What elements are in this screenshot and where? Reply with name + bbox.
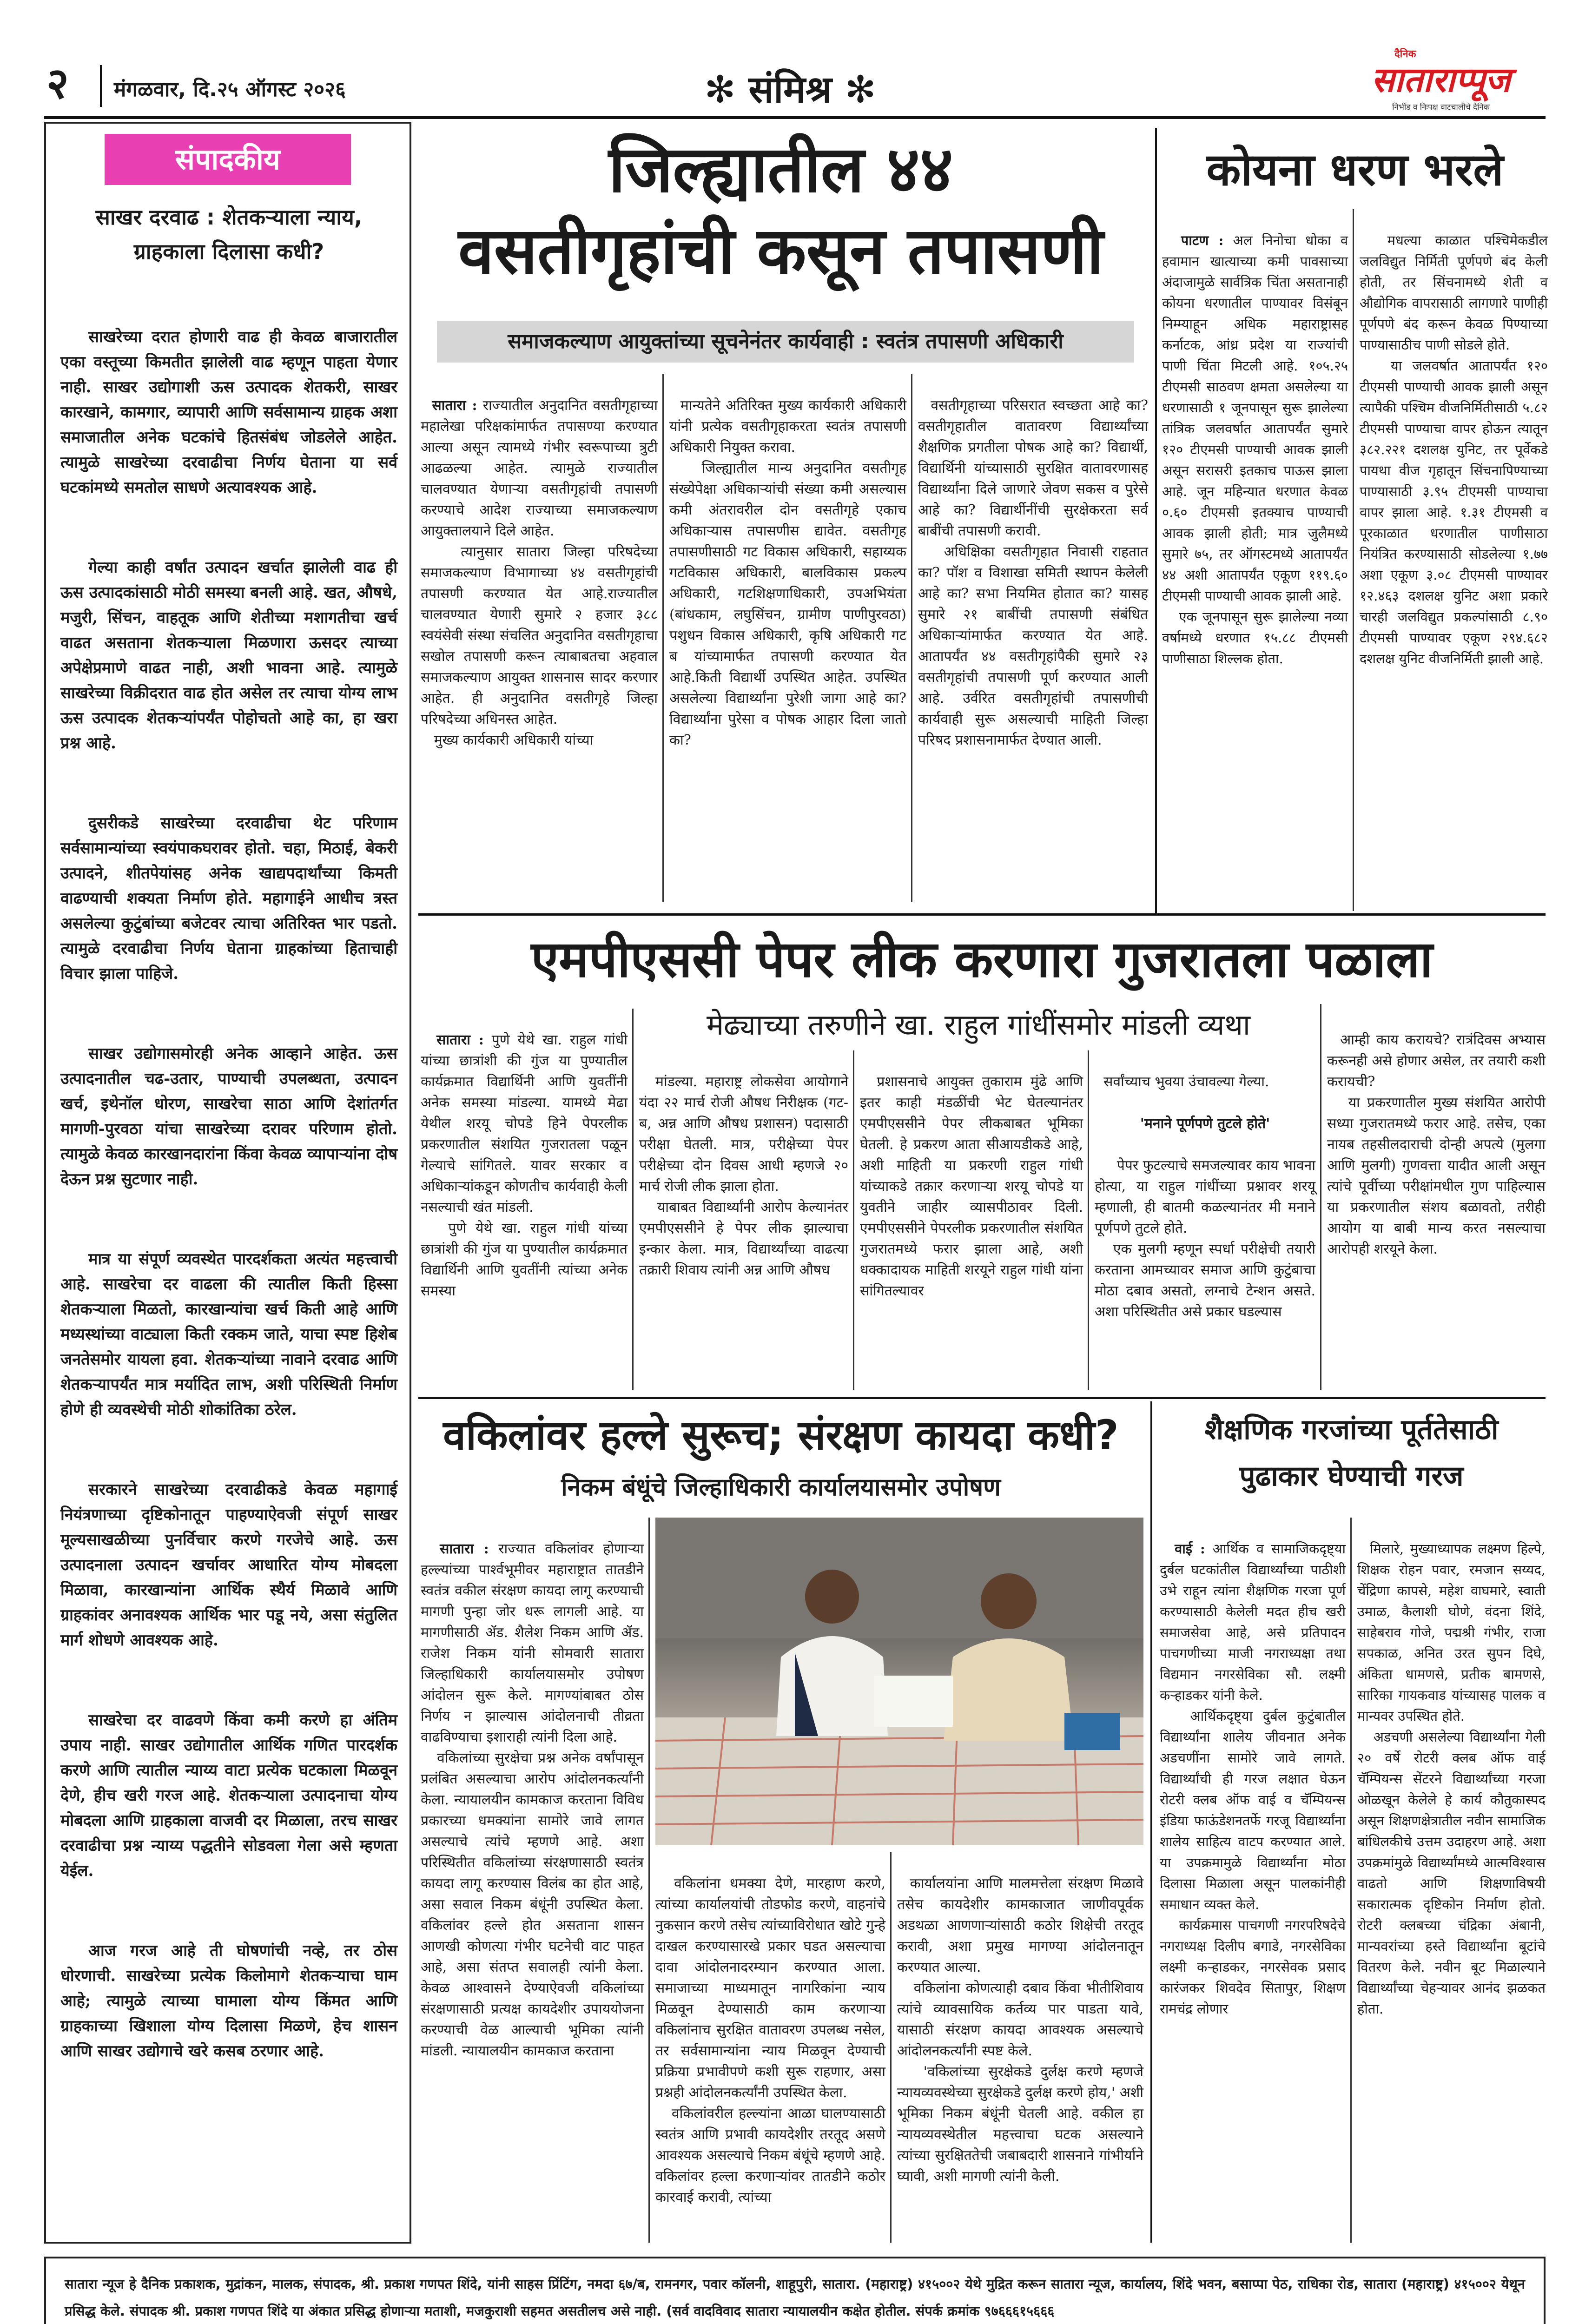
education-divider bbox=[1150, 1401, 1152, 2243]
lawyers-col-rule-1 bbox=[648, 1518, 650, 2243]
lawyers-protest-photo bbox=[655, 1518, 1143, 1845]
hostel-col-3 bbox=[918, 374, 1148, 902]
koyna-headline: कोयना धरण भरले bbox=[1206, 144, 1504, 196]
hostel-col-rule-1 bbox=[662, 374, 664, 902]
hostel-col-1 bbox=[421, 374, 658, 902]
mpsc-col-rule-3 bbox=[1088, 1050, 1089, 1390]
mpsc-headline: एमपीएससी पेपर लीक करणारा गुजरातला पळाला bbox=[531, 931, 1433, 989]
mpsc-text-3: प्रशासनाचे आयुक्त तुकाराम मुंढे आणि इतर काही मंडळींची भेट घेतल्यानंतर एमपीएससीने पेपर लीकबाबत भूमिका घेतली. हे प्रकरण आता सीआयडीकडे आहे, अशी माहिती या प्रकरणी राहुल गांधी यांच्याकडे तक्रार करणाऱ्या शरयू चोपडे या युवतीने जाहीर व्यासपीठावर दिली. एमपीएससीने पेपरलीक प्रकरणातील संशयित गुजरातमध्ये फरार झाला आहे, अशी धक्कादायक माहिती शरयूने राहुल गांधी यांना सांगितल्यावर bbox=[860, 1074, 1088, 1299]
lawyers-text-3: कार्यालयांना आणि मालमत्तेला संरक्षण मिळावे तसेच कायदेशीर कामकाजात जाणीवपूर्वक अडथळा आणणाऱ्यांसाठी कठोर शिक्षेची तरतूद करावी, अशा प्रमुख मागण्या आंदोलनातून करण्यात आल्या. वकिलांना कोणत्याही दबाव किंवा भीतीशिवाय त्यांचे व्यावसायिक कर्तव्य पार पाडता यावे, यासाठी संरक्षण कायदा आवश्यक असल्याचे आंदोलनकर्त्यांनी स्पष्ट केले. 'वकिलांच्या सुरक्षेकडे दुर्लक्ष करणे म्हणजे न्यायव्यवस्थेच्या सुरक्षेकडे दुर्लक्ष करणे होय,' अशी भूमिका निकम बंधूंनी घेतली आहे. वकील हा न्यायव्यवस्थेतील महत्त्वाचा घटक असल्याने त्यांच्या सुरक्षिततेची जबाबदारी शासनाने गांभीर्याने घ्यावी, अशी मागणी त्यांनी केली. bbox=[897, 1875, 1144, 2185]
editorial-para-1: साखरेच्या दरात होणारी वाढ ही केवळ बाजारातील एका वस्तूच्या किमतीत झालेली वाढ म्हणून पाहता येणार नाही. साखर उद्योगाशी ऊस उत्पादक शेतकरी, साखर कारखाने, कामगार, व्यापारी आणि सर्वसामान्य ग्राहक अशा समाजातील अनेक घटकांचे हितसंबंध जोडलेले आहेत. त्यामुळे साखरेच्या दरवाढीचा निर्णय घेताना या सर्व घटकांमध्ये समतोल साधणे अत्यावश्यक आहे. bbox=[60, 328, 403, 497]
lawyers-headline: वकिलांवर हल्ले सुरूच; संरक्षण कायदा कधी? bbox=[443, 1411, 1119, 1459]
editorial-body bbox=[60, 274, 403, 2226]
hostel-col-rule-2 bbox=[911, 374, 912, 902]
hostel-subhead-text: समाजकल्याण आयुक्तांच्या सूचनेनंतर कार्यवाही : स्वतंत्र तपासणी अधिकारी bbox=[508, 330, 1064, 353]
education-text-2: मिलारे, मुख्याध्यापक लक्ष्मण हिल्पे, शिक्षक रोहन पवार, रमजान सय्यद, चेंद्रिणा कापसे, महेश वाघमारे, स्वाती उमाळ, कैलाशी घोणे, वंदना शिंदे, साहेबराव गोजे, पद्मश्री गंभीर, राजा सपकाळ, अनित उरत सुपन दिघे, अंकिता धामणसे, प्रतीक बामणसे, सारिका गायकवाड यांच्यासह पालक व मान्यवर उपस्थित होते. अडचणी असलेल्या विद्यार्थ्यांना गेली २० वर्षे रोटरी क्लब ऑफ वाई चॅम्पियन्स सेंटरने विद्यार्थ्यांच्या गरजा ओळखून केलेले हे कार्य कौतुकास्पद असून शिक्षणक्षेत्रातील नवीन सामाजिक बांधिलकीचे उत्तम उदाहरण आहे. अशा उपक्रमांमुळे विद्यार्थ्यांमध्ये आत्मविश्वास वाढतो आणि शिक्षणाविषयी सकारात्मक दृष्टिकोन निर्माण होतो. रोटरी क्लबच्या चंद्रिका अंबानी, मान्यवरांच्या हस्ते विद्यार्थ्यांना बूटांचे वितरण केले. नवीन बूट मिळाल्याने विद्यार्थ्यांच्या चेहऱ्यावर आनंद झळकत होता. bbox=[1357, 1541, 1546, 2017]
logo-wordmark: साताराप्पूज bbox=[1371, 60, 1511, 100]
education-headline-line-2: पुढाकार घेण्याची गरज bbox=[1239, 1460, 1464, 1492]
koyna-text-2: मधल्या काळात पश्चिमेकडील जलविद्युत निर्मिती पूर्णपणे बंद केली होती, तर सिंचनामध्ये शेती व औद्योगिक वापरासाठी लागणारे पाणीही पूर्णपणे बंद करून केवळ पिण्याच्या पाण्यासाठीच पाणी सोडले होते. या जलवर्षात आतापर्यंत १२० टीएमसी पाण्याची आवक झाली असून त्यापैकी पश्चिम वीजनिर्मितीसाठी ५.८२ टीएमसी पाण्याचा वापर होऊन त्यातून ३८२.२२१ दशलक्ष युनिट, तर पूर्वेकडे पायथा वीज गृहातून सिंचनापिण्याच्या पाण्यासाठी ३.९५ टीएमसी पाण्याचा वापर झाला आहे. १.३१ टीएमसी व पूरकाळात धरणातील पाणीसाठा नियंत्रित करण्यासाठी सोडलेल्या १.७७ अशा एकूण ३.०८ टीएमसी पाण्यावर १२.४६३ दशलक्ष युनिट अशा प्रकारे चारही जलविद्युत प्रकल्पांसाठी ८.९० टीएमसी पाण्यावर एकूण २९४.६८२ दशलक्ष युनिट वीजनिर्मिती झाली आहे. bbox=[1360, 232, 1548, 667]
mpsc-text-1: पुणे येथे खा. राहुल गांधी यांच्या छात्रांशी की गुंज या पुण्यातील कार्यक्रमात विद्यार्थिनी आणि युवतींनी अनेक समस्या मांडल्या. यामध्ये मेढा येथील शरयू चोपडे हिने पेपरलीक प्रकरणातील संशयित गुजरातला पळून गेल्याचे सांगितले. यावर सरकार व अधिकाऱ्यांकडून कोणतीच कार्यवाही केली नसल्याची खंत मांडली. पुणे येथे खा. राहुल गांधी यांच्या छात्रांशी की गुंज या पुण्यातील कार्यक्रमात विद्यार्थिनी आणि युवतींनी त्यांच्या अनेक समस्या bbox=[421, 1032, 628, 1299]
editorial-para-4: साखर उद्योगासमोरही अनेक आव्हाने आहेत. ऊस उत्पादनातील चढ-उतार, पाण्याची उपलब्धता, उत्पादन खर्च, इथेनॉल धोरण, साखरेचा साठा आणि देशांतर्गत मागणी-पुरवठा यांचा साखरेच्या दरावर परिणाम होतो. त्यामुळे केवळ कारखानदारांना किंवा केवळ व्यापाऱ्यांना दोष देऊन प्रश्न सुटणार नाही. bbox=[60, 1044, 403, 1188]
education-col-2 bbox=[1357, 1518, 1546, 2243]
education-dateline: वाई : bbox=[1175, 1541, 1205, 1557]
logo-small-text: दैनिक bbox=[1394, 48, 1416, 60]
mpsc-text-5: आम्ही काय करायचे? रात्रंदिवस अभ्यास करूनही असे होणार असेल, तर तयारी कशी करायची? या प्रकरणातील मुख्य संशयित आरोपी सध्या गुजरातमध्ये फरार आहे. तसेच, एका नायब तहसीलदाराची दोन्ही अपत्ये (मुलगा आणि मुलगी) गुणवत्ता यादीत आली असून त्यांचे पूर्वीच्या परीक्षांमधील गुण पाहिल्यास या प्रकरणातील संशय बळावतो, तरीही आयोग या बाबी मान्य करत नसल्याचा आरोपही शरयूने केला. bbox=[1327, 1032, 1546, 1257]
mpsc-subhead: मेढ्याच्या तरुणीने खा. राहुल गांधींसमोर मांडली व्यथा bbox=[706, 1008, 1250, 1042]
lawyers-top-rule bbox=[418, 1397, 1546, 1399]
education-col-1 bbox=[1160, 1518, 1346, 2243]
koyna-text-1: अल निनोचा धोका व हवामान खात्याच्या कमी पावसाच्या अंदाजामुळे सार्वत्रिक चिंता असतानाही कोयना धरणातील पाण्यावर विसंबून निम्म्याहून अधिक महाराष्ट्रासह कर्नाटक, आंध्र प्रदेश या राज्यांची पाणी चिंता मिटली आहे. १०५.२५ टीएमसी साठवण क्षमता असलेल्या या धरणासाठी १ जूनपासून सुरू झालेल्या तांत्रिक जलवर्षात आतापर्यंत सुमारे १२० टीएमसी पाण्याची आवक झाली असून सरासरी इतकाच पाऊस झाला आहे. जून महिन्यात धरणात केवळ ०.६० टीएमसी इतक्याच पाण्याची आवक झाली होती; मात्र जुलैमध्ये सुमारे ७५, तर ऑगस्टमध्ये आतापर्यंत ४४ अशी आतापर्यंत एकूण ११९.६० टीएमसी पाण्याची आवक झाली आहे. एक जूनपासून सुरू झालेल्या नव्या वर्षामध्ये धरणात १५.८८ टीएमसी पाणीसाठा शिल्लक होता. bbox=[1162, 232, 1348, 667]
footer-imprint-box bbox=[44, 2257, 1546, 2324]
editorial-para-2: गेल्या काही वर्षांत उत्पादन खर्चात झालेली वाढ ही ऊस उत्पादकांसाठी मोठी समस्या बनली आहे. खत, औषधे, मजुरी, सिंचन, वाहतूक आणि शेतीच्या मशागतीचा खर्च वाढत असताना शेतकऱ्याला मिळणारा ऊसदर त्याच्या अपेक्षेप्रमाणे वाढत नाही, अशी भावना आहे. त्यामुळे साखरेच्या विक्रीदरात वाढ होत असेल तर त्याचा योग्य लाभ ऊस उत्पादक शेतकऱ्यांपर्यंत पोहोचतो आहे का, हा खरा प्रश्न आहे. bbox=[60, 558, 403, 753]
mpsc-col-3 bbox=[860, 1050, 1088, 1390]
hostel-headline-line-2: वसतीगृहांची कसून तपासणी bbox=[458, 213, 1104, 288]
editorial-banner bbox=[105, 134, 351, 185]
mpsc-col-rule-4 bbox=[1320, 1004, 1321, 1390]
mpsc-inner-subhead: 'मनाने पूर्णपणे तुटले होते' bbox=[1140, 1116, 1270, 1132]
hostel-col-2 bbox=[669, 374, 906, 902]
lawyers-text-1: राज्यात वकिलांवर होणाऱ्या हल्ल्यांच्या पार्श्वभूमीवर महाराष्ट्रात तातडीने स्वतंत्र वकील संरक्षण कायदा लागू करण्याची मागणी पुन्हा जोर धरू लागली आहे. या मागणीसाठी ॲड. शैलेश निकम आणि ॲड. राजेश निकम यांनी सोमवारी सातारा जिल्हाधिकारी कार्यालयासमोर उपोषण आंदोलन सुरू केले. मागण्यांबाबत ठोस निर्णय न झाल्यास आंदोलनाची तीव्रता वाढविण्याचा इशाराही त्यांनी दिला आहे. वकिलांच्या सुरक्षेचा प्रश्न अनेक वर्षांपासून प्रलंबित असल्याचा आरोप आंदोलनकर्त्यांनी केला. न्यायालयीन कामकाज करताना विविध प्रकारच्या धमक्यांना सामोरे जावे लागत असल्याचे त्यांचे म्हणणे आहे. अशा परिस्थितीत वकिलांच्या संरक्षणासाठी स्वतंत्र कायदा लागू करण्यास विलंब का होत आहे, असा सवाल निकम बंधूंनी उपस्थित केला. वकिलांवर हल्ले होत असताना शासन आणखी कोणत्या गंभीर घटनेची वाट पाहत आहे, असा संतप्त सवालही त्यांनी केला. केवळ आश्वासने देण्याऐवजी वकिलांच्या संरक्षणासाठी प्रत्यक्ष कायदेशीर उपाययोजना करण्याची वेळ आल्याची भूमिका त्यांनी मांडली. न्यायालयीन कामकाज करताना bbox=[421, 1541, 644, 2059]
masthead-logo bbox=[1339, 46, 1543, 116]
hostel-subhead bbox=[437, 321, 1134, 363]
hostel-dateline: सातारा : bbox=[432, 397, 477, 414]
mpsc-col-rule-2 bbox=[853, 1050, 854, 1390]
editorial-banner-label: संपादकीय bbox=[175, 142, 280, 176]
koyna-col-1 bbox=[1162, 209, 1348, 911]
section-title: ✻ संमिश्र ✻ bbox=[704, 68, 876, 111]
lawyers-dateline: सातारा : bbox=[440, 1541, 489, 1557]
koyna-col-2 bbox=[1360, 209, 1548, 911]
lawyers-photo-illustration bbox=[655, 1518, 1143, 1845]
logo-tagline: निर्भीड व निःपक्ष वाटचालीचे दैनिक bbox=[1392, 103, 1490, 112]
koyna-col-rule bbox=[1353, 209, 1354, 911]
editorial-para-3: दुसरीकडे साखरेच्या दरवाढीचा थेट परिणाम सर्वसामान्यांच्या स्वयंपाकघरावर होतो. चहा, मिठाई, बेकरी उत्पादने, शीतपेयांसह अनेक खाद्यपदार्थांच्या किमती वाढण्याची शक्यता निर्माण होते. महागाईने आधीच त्रस्त असलेल्या कुटुंबांच्या बजेटवर त्याचा अतिरिक्त भार पडतो. त्यामुळे दरवाढीचा निर्णय घेताना ग्राहकांच्या हिताचाही विचार झाला पाहिजे. bbox=[60, 814, 403, 983]
page-number-divider bbox=[100, 65, 102, 107]
editorial-para-6: सरकारने साखरेच्या दरवाढीकडे केवळ महागाई नियंत्रणाच्या दृष्टिकोनातून पाहण्याऐवजी संपूर्ण साखर मूल्यसाखळीच्या पुनर्विचार करणे गरजेचे आहे. ऊस उत्पादनाला उत्पादन खर्चावर आधारित योग्य मोबदला मिळावा, कारखान्यांना आर्थिक स्थैर्य मिळावे आणि ग्राहकांवर अनावश्यक आर्थिक भार पडू नये, असा संतुलित मार्ग शोधणे आवश्यक आहे. bbox=[60, 1480, 403, 1650]
mpsc-text-4a: सर्वांच्याच भुवया उंचावल्या गेल्या. bbox=[1103, 1074, 1269, 1090]
mpsc-col-5 bbox=[1327, 1009, 1546, 1390]
mpsc-col-1 bbox=[421, 1009, 628, 1390]
mpsc-col-2 bbox=[639, 1050, 848, 1390]
mpsc-col-4 bbox=[1095, 1050, 1315, 1390]
editorial-para-8: आज गरज आहे ती घोषणांची नव्हे, तर ठोस धोरणाची. साखरेच्या प्रत्येक किलोमागे शेतकऱ्याचा घाम आहे; त्यामुळे त्याच्या घामाला योग्य किंमत आणि ग्राहकाच्या खिशाला योग्य दिलासा मिळणे, हेच शासन आणि साखर उद्योगाचे खरे कसब ठरणार आहे. bbox=[60, 1941, 403, 2060]
mpsc-dateline: सातारा : bbox=[436, 1032, 484, 1048]
lawyers-text-2: वकिलांना धमक्या देणे, मारहाण करणे, त्यांच्या कार्यालयांची तोडफोड करणे, वाहनांचे नुकसान करणे तसेच त्यांच्याविरोधात खोटे गुन्हे दाखल करण्यासारखे प्रकार घडत असल्याचा दावा आंदोलनादरम्यान करण्यात आला. समाजाच्या माध्यमातून नागरिकांना न्याय मिळवून देण्यासाठी काम करणाऱ्या वकिलांनाच सुरक्षित वातावरण उपलब्ध नसेल, तर सर्वसामान्यांना न्याय मिळवून देण्याची प्रक्रिया प्रभावीपणे कशी सुरू राहणार, असा प्रश्नही आंदोलनकर्त्यांनी उपस्थित केला. वकिलांवरील हल्ल्यांना आळा घालण्यासाठी स्वतंत्र आणि प्रभावी कायदेशीर तरतूद असणे आवश्यक असल्याचे निकम बंधूंचे म्हणणे आहे. वकिलांवर हल्ला करणाऱ्यांवर तातडीने कठोर कारवाई करावी, त्यांच्या bbox=[655, 1875, 885, 2205]
mpsc-top-rule bbox=[418, 913, 1546, 916]
hostel-headline-line-1: जिल्ह्यातील ४४ bbox=[608, 132, 953, 207]
koyna-dateline: पाटण : bbox=[1181, 232, 1224, 248]
koyna-divider bbox=[1155, 128, 1157, 913]
lawyers-col-1 bbox=[421, 1518, 644, 2243]
editorial-title: साखर दरवाढ : शेतकऱ्याला न्याय, ग्राहकाला दिलासा कधी? bbox=[95, 205, 363, 264]
mpsc-text-2: मांडल्या. महाराष्ट्र लोकसेवा आयोगाने यंदा २२ मार्च रोजी औषध निरीक्षक (गट-ब, अन्न आणि औषध प्रशासन) पदासाठी परीक्षा घेतली. मात्र, परीक्षेच्या पेपर परीक्षेच्या दोन दिवस आधी म्हणजे २० मार्च रोजी लीक झाला होता. याबाबत विद्यार्थ्यांनी आरोप केल्यानंतर एमपीएससीने हे पेपर लीक झाल्याचा इन्कार केला. मात्र, विद्यार्थ्यांच्या वाढत्या तक्रारी शिवाय त्यांनी अन्न आणि औषध bbox=[639, 1074, 848, 1278]
editorial-para-7: साखरेचा दर वाढवणे किंवा कमी करणे हा अंतिम उपाय नाही. साखर उद्योगातील आर्थिक गणित पारदर्शक करणे आणि त्यातील न्याय्य वाटा प्रत्येक घटकाला मिळवून देणे, हीच खरी गरज आहे. शेतकऱ्याला उत्पादनाचा योग्य मोबदला आणि ग्राहकाला वाजवी दर मिळाला, तरच साखर दरवाढीचा प्रश्न न्याय्य पद्धतीने सोडवला गेला असे म्हणता येईल. bbox=[60, 1711, 403, 1880]
header-rule bbox=[44, 116, 1546, 119]
page-number: २ bbox=[46, 59, 69, 108]
education-text-1: आर्थिक व सामाजिकदृष्ट्या दुर्बल घटकांतील विद्यार्थ्यांच्या पाठीशी उभे राहून त्यांना शैक्षणिक गरजा पूर्ण करण्यासाठी केलेली मदत हीच खरी समाजसेवा आहे, असे प्रतिपादन पाचगणीच्या माजी नगराध्यक्षा तथा विद्यमान नगरसेविका सौ. लक्ष्मी कऱ्हाडकर यांनी केले. आर्थिकदृष्ट्या दुर्बल कुटुंबातील विद्यार्थ्यांना शालेय जीवनात अनेक अडचणींना सामोरे जावे लागते. विद्यार्थ्यांची ही गरज लक्षात घेऊन रोटरी क्लब ऑफ वाई व चॅम्पियन्स इंडिया फाऊंडेशनतर्फे गरजू विद्यार्थ्यांना शालेय साहित्य वाटप करण्यात आले. या उपक्रमामुळे विद्यार्थ्यांना मोठा दिलासा मिळाला असून पालकांनीही समाधान व्यक्त केले. कार्यक्रमास पाचगणी नगरपरिषदेचे नगराध्यक्ष दिलीप बगाडे, नगरसेविका लक्ष्मी कऱ्हाडकर, नगरसेवक प्रसाद कारंजकर शिवदेव सितापुर, शिक्षण रामचंद्र लोणार bbox=[1160, 1541, 1346, 2017]
editorial-para-5: मात्र या संपूर्ण व्यवस्थेत पारदर्शकता अत्यंत महत्त्वाची आहे. साखरेचा दर वाढला की त्यातील किती हिस्सा शेतकऱ्याला मिळतो, कारखान्यांचा खर्च किती आहे आणि मध्यस्थांच्या वाट्याला किती रक्कम जाते, याचा स्पष्ट हिशेब जनतेसमोर यायला हवा. शेतकऱ्यांच्या नावाने दरवाढ आणि शेतकऱ्यापर्यंत मात्र मर्यादित लाभ, अशी परिस्थिती निर्माण होणे ही व्यवस्थेची मोठी शोकांतिका ठरेल. bbox=[60, 1250, 403, 1419]
hostel-text-1: राज्यातील अनुदानित वसतीगृहाच्या महालेखा परिक्षकांमार्फत तपासण्या करण्यात आल्या असून त्यामध्ये गंभीर स्वरूपाच्या त्रुटी आढळल्या आहेत. त्यामुळे राज्यातील चालवण्यात येणाऱ्या वसतीगृहांची तपासणी करण्याचे आदेश राज्याच्या समाजकल्याण आयुक्तालयाने दिले आहेत. त्यानुसार सातारा जिल्हा परिषदेच्या समाजकल्याण विभागाच्या ४४ वसतीगृहांची तपासणी करण्यात येत आहे.राज्यातील चालवण्यात येणारी सुमारे २ हजार ३८८ स्वयंसेवी संस्था संचलित अनुदानित वसतीगृहाचा सखोल तपासणी करून त्याबाबतचा अहवाल समाजकल्याण आयुक्त शासनास सादर करणार आहेत. ही अनुदानित वसतीगृहे जिल्हा परिषदेच्या अधिनस्त आहेत. मुख्य कार्यकारी अधिकारी यांच्या bbox=[421, 397, 658, 748]
footer-imprint-marathi: सातारा न्यूज हे दैनिक प्रकाशक, मुद्रांकन, मालक, संपादक, श्री. प्रकाश गणपत शिंदे, यांनी साहस प्रिंटिंग, नमदा ६७/ब, रामनगर, पवार कॉलनी, शाहूपुरी, सातारा. (महाराष्ट्र) ४१५००२ येथे मुद्रित करून सातारा न्यूज, कार्यालय, शिंदे भवन, बसाप्पा पेठ, राधिका रोड, सातारा (महाराष्ट्र) ४१५००२ येथून प्रसिद्ध केले. संपादक श्री. प्रकाश गणपत शिंदे या अंकात प्रसिद्ध होणाऱ्या मताशी, मजकुराशी सहमत असतीलच असे नाही. (सर्व वादविवाद सातारा न्यायालयीन कक्षेत होतील. संपर्क क्रमांक ९७६६६१५६६६ bbox=[65, 2276, 1525, 2319]
mpsc-text-4b: पेपर फुटल्याचे समजल्यावर काय भावना होत्या, या राहुल गांधींच्या प्रश्नावर शरयू म्हणाली, ही बातमी कळल्यानंतर मी मनाने पूर्णपणे तुटले होते. एक मुलगी म्हणून स्पर्धा परीक्षेची तयारी करताना आमच्यावर समाज आणि कुटुंबाचा मोठा दबाव असतो, लग्नाचे टेन्शन असते. अशा परिस्थितीत असे प्रकार घडल्यास bbox=[1095, 1157, 1315, 1320]
lawyers-subhead: निकम बंधूंचे जिल्हाधिकारी कार्यालयासमोर उपोषण bbox=[561, 1473, 1001, 1501]
hostel-text-2: मान्यतेने अतिरिक्त मुख्य कार्यकारी अधिकारी यांनी प्रत्येक वसतीगृहाकरता स्वतंत्र तपासणी अधिकारी नियुक्त करावा. जिल्ह्यातील मान्य अनुदानित वसतीगृह संख्येपेक्षा अधिकाऱ्यांची संख्या कमी असल्यास कमी अंतरावरील दोन वसतीगृहे एकाच अधिकाऱ्यास तपासणीस द्यावेत. वसतीगृह तपासणीसाठी गट विकास अधिकारी, सहाय्यक गटविकास अधिकारी, बालविकास प्रकल्प अधिकारी, गटशिक्षणाधिकारी, उपअभियंता (बांधकाम, लघुसिंचन, ग्रामीण पाणीपुरवठा) पशुधन विकास अधिकारी, कृषि अधिकारी गट ब यांच्यामार्फत तपासणी करण्यात येत आहे.किती विद्यार्थी उपस्थित आहेत. उपस्थित असलेल्या विद्यार्थ्यांना पुरेशी जागा आहे का? विद्यार्थ्यांना पुरेसा व पोषक आहार दिला जातो का? bbox=[669, 397, 907, 748]
education-headline-line-1: शैक्षणिक गरजांच्या पूर्ततेसाठी bbox=[1204, 1413, 1499, 1446]
education-col-rule bbox=[1350, 1518, 1352, 2243]
lawyers-col-rule-2 bbox=[890, 1852, 892, 2243]
lawyers-col-3 bbox=[897, 1852, 1143, 2243]
hostel-text-3: वसतीगृहाच्या परिसरात स्वच्छता आहे का? वसतीगृहातील वातावरण विद्यार्थ्यांच्या शैक्षणिक प्रगतीला पोषक आहे का? विद्यार्थी, विद्यार्थिनी यांच्यासाठी सुरक्षित वातावरणासह विद्यार्थ्यांना दिले जाणारे जेवण सकस व पुरेसे आहे का? विद्यार्थीनींची सुरक्षेकरता सर्व बाबींची तपासणी करावी. अधिक्षिका वसतीगृहात निवासी राहतात का? पॉश व विशाखा समिती स्थापन केलेली आहे का? सभा नियमित होतात का? यासह सुमारे २१ बाबींची तपासणी संबंधित अधिकाऱ्यांमार्फत करण्यात येत आहे. आतापर्यंत ४४ वसतीगृहांपैकी सुमारे २३ वसतीगृहांची तपासणी पूर्ण करण्यात आली आहे. उर्वरित वसतीगृहांची तपासणीची कार्यवाही सुरू असल्याची माहिती जिल्हा परिषद प्रशासनामार्फत देण्यात आली. bbox=[918, 397, 1149, 748]
lawyers-col-2 bbox=[655, 1852, 885, 2243]
mpsc-col-rule-1 bbox=[632, 1009, 634, 1390]
date-line: मंगळवार, दि.२५ ऑगस्ट २०२६ bbox=[114, 78, 346, 101]
